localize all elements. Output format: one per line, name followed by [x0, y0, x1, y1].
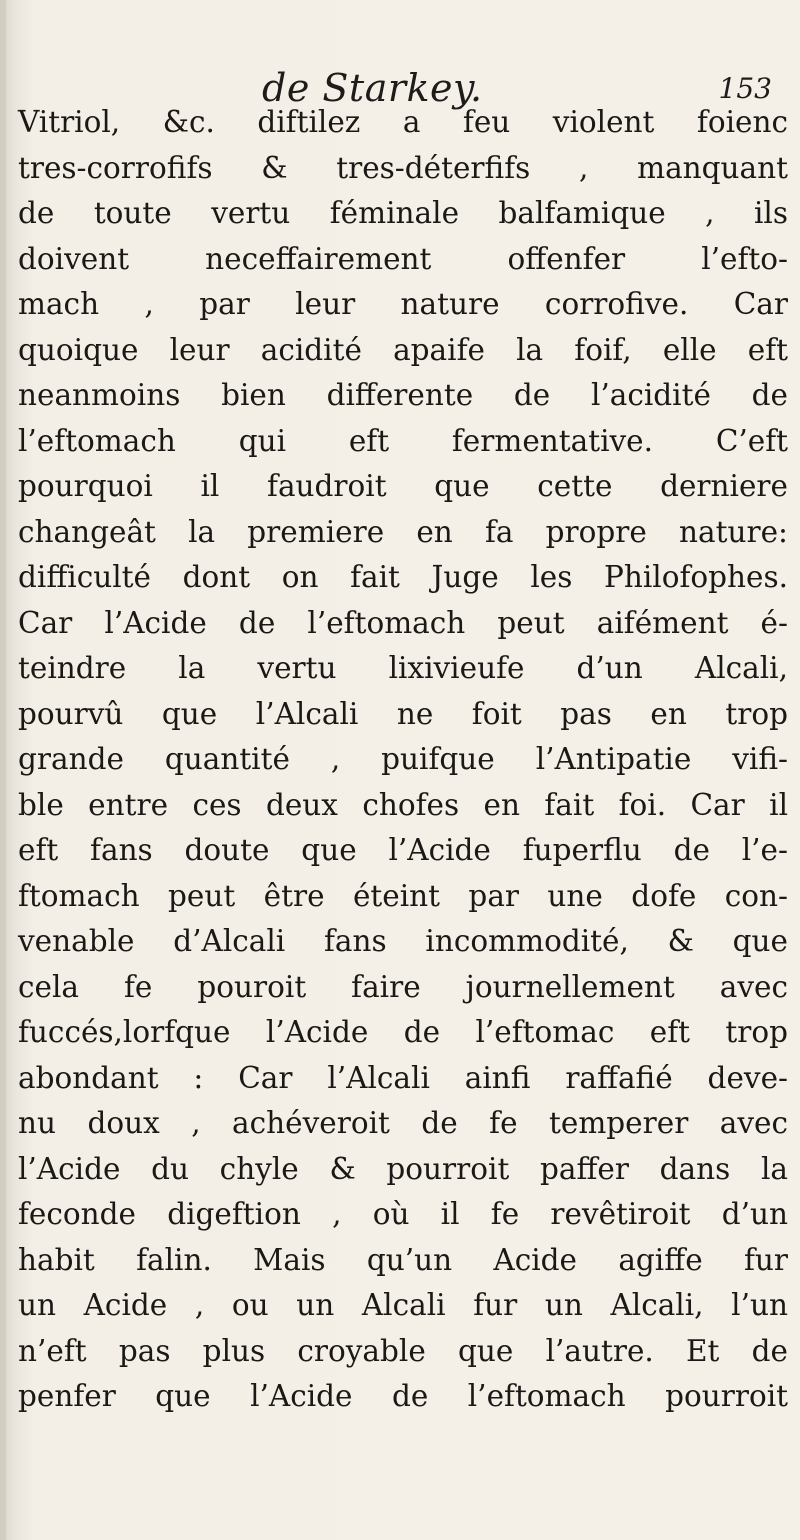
text-line: un Acide , ou un Alcali fur un Alcali, l’un	[18, 1288, 788, 1322]
text-line: l’eftomach qui eft fermentative. C’eft	[18, 423, 788, 458]
text-line: changeât la premiere en fa propre nature:	[18, 514, 788, 549]
text-line: fuccés,lorfque l’Acide de l’eftomac eft trop	[18, 1015, 788, 1049]
text-line: abondant : Car l’Alcali ainfi raffafié deve-	[18, 1060, 788, 1095]
text-line: doivent neceffairement offenfer l’efto-	[18, 241, 788, 276]
text-line: mach , par leur nature corrofive. Car	[18, 287, 788, 321]
text-line: pourquoi il faudroit que cette derniere	[18, 469, 788, 503]
text-line: Car l’Acide de l’eftomach peut aifément é-	[18, 605, 788, 640]
running-head: de Starkey.	[262, 66, 483, 110]
text-line: penfer que l’Acide de l’eftomach pourroit	[18, 1379, 788, 1413]
text-line: cela fe pouroit faire journellement avec	[18, 969, 788, 1004]
text-line: neanmoins bien differente de l’acidité de	[18, 378, 788, 412]
text-line: teindre la vertu lixivieufe d’un Alcali,	[18, 651, 788, 685]
text-line: Vitriol, &c. diftilez a feu violent foienc	[18, 105, 788, 139]
text-line: habit falin. Mais qu’un Acide agiffe fur	[18, 1242, 788, 1277]
text-line: quoique leur acidité apaife la foif, elle eft	[18, 332, 788, 367]
text-line: eft fans doute que l’Acide fuperflu de l’e-	[18, 833, 788, 867]
text-line: difficulté dont on fait Juge les Philofophes.	[18, 560, 788, 594]
text-line: tres-corrofifs & tres-déterfifs , manquant	[18, 150, 788, 185]
text-line: pourvû que l’Alcali ne foit pas en trop	[18, 696, 788, 731]
body-text	[18, 100, 788, 1420]
text-line: n’eft pas plus croyable que l’autre. Et de	[18, 1333, 788, 1368]
gutter-shadow	[0, 0, 6, 1540]
page-number: 153	[718, 72, 772, 105]
text-line: l’Acide du chyle & pourroit paffer dans la	[18, 1151, 788, 1186]
text-line: nu doux , achéveroit de fe temperer avec	[18, 1106, 788, 1140]
text-line: grande quantité , puifque l’Antipatie vifi-	[18, 742, 788, 776]
text-line: de toute vertu féminale balfamique , ils	[18, 196, 788, 230]
text-line: ftomach peut être éteint par une dofe con-	[18, 878, 788, 913]
text-line: venable d’Alcali fans incommodité, & que	[18, 924, 788, 958]
text-line: ble entre ces deux chofes en fait foi. Car il	[18, 787, 788, 822]
text-line: feconde digeftion , où il fe revêtiroit d’un	[18, 1197, 788, 1231]
